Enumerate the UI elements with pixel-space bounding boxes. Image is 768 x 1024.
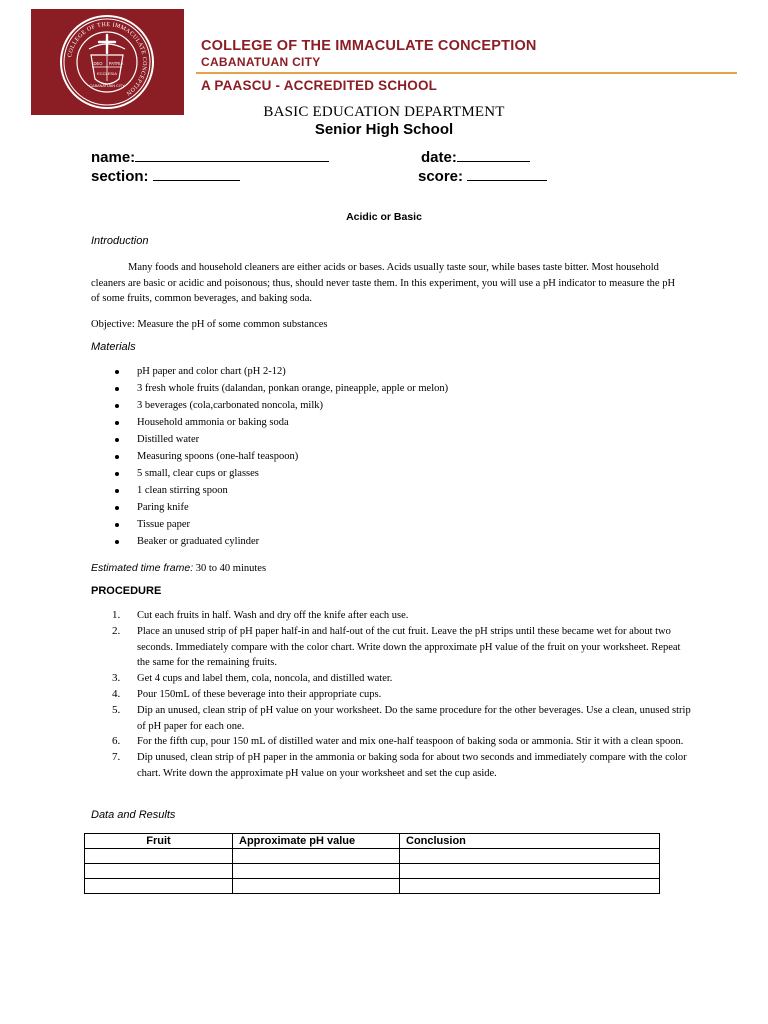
name-label: name: [91,149,136,166]
procedure-step [91,671,691,687]
list-item [91,363,448,380]
score-blank[interactable] [467,168,547,181]
table-row [85,879,660,894]
table-cell[interactable] [233,879,400,894]
materials-heading: Materials [91,341,136,353]
bullet-icon [115,438,119,442]
procedure-step [91,608,691,624]
step-number: 3. [112,672,121,685]
seal-motto-bottom: ECCLESIA [97,71,117,76]
table-cell[interactable] [400,849,660,864]
introduction-paragraph: Many foods and household cleaners are either acids or bases. Acids usually taste sour, while bases taste bitter. Most household cleaners are basic or acidic and poisonous; thus, should never taste them. In this experiment, you will use a pH indicator to measure the pH of some fruits, common beverages, and baking soda. [91,262,676,304]
bullet-icon [115,387,119,391]
material-text: Tissue paper [137,519,190,530]
bullet-icon [115,404,119,408]
material-text: 3 beverages (cola,carbonated noncola, milk) [137,400,324,411]
list-item [91,499,448,516]
step-text: Cut each fruits in half. Wash and dry off the knife after each use. [137,610,409,621]
procedure-heading: PROCEDURE [91,585,162,597]
list-item [91,516,448,533]
results-table [84,833,660,894]
step-number: 6. [112,735,121,748]
accreditation-text: A PAASCU - ACCREDITED SCHOOL [201,78,438,93]
table-cell[interactable] [400,864,660,879]
bullet-icon [115,472,119,476]
introduction-heading: Introduction [91,235,149,247]
step-number: 5. [112,703,121,716]
date-label: date: [421,149,457,166]
bullet-icon [115,489,119,493]
step-number: 1. [112,609,121,621]
procedure-step [91,750,691,782]
table-cell[interactable] [233,864,400,879]
step-number: 4. [112,687,121,700]
school-city: CABANATUAN CITY [201,55,321,69]
date-blank[interactable] [457,149,530,162]
introduction-text [91,260,681,307]
list-item [91,431,448,448]
seal-motto-right: PATRIA [108,61,124,66]
material-text: Beaker or graduated cylinder [137,536,260,547]
material-text: 5 small, clear cups or glasses [137,468,259,479]
step-text: Pour 150mL of these beverage into their appropriate cups. [137,688,382,700]
date-field[interactable] [421,149,530,166]
list-item [91,533,448,550]
timeframe-value: 30 to 40 minutes [193,563,267,574]
material-text: Measuring spoons (one-half teaspoon) [137,451,299,462]
table-row [85,849,660,864]
list-item [91,448,448,465]
list-item [91,380,448,397]
seal-city: CABANATUAN CITY [89,84,125,88]
worksheet-title: Acidic or Basic [346,211,422,223]
objective-text: Objective: Measure the pH of some common substances [91,319,328,330]
step-text: Dip unused, clean strip of pH paper in the ammonia or baking soda for about two seconds and immediately compare with the color chart. Write down the approximate pH value on your worksheet and set the cup aside. [137,752,687,779]
procedure-step [91,703,691,735]
step-number: 2. [112,624,121,637]
list-item [91,397,448,414]
timeframe-label: Estimated time frame: [91,562,194,574]
bullet-icon [115,523,119,527]
material-text: 3 fresh whole fruits (dalandan, ponkan orange, pineapple, apple or melon) [137,383,449,394]
score-label: score: [418,168,464,185]
bullet-icon [115,421,119,425]
material-text: Household ammonia or baking soda [137,417,289,428]
table-header-conclusion: Conclusion [400,834,660,849]
bullet-icon [115,370,119,374]
procedure-step [91,687,691,703]
table-row [85,864,660,879]
step-text: Dip an unused, clean strip of pH value on your worksheet. Do the same procedure for the other beverages. Use a clean, unused strip of pH paper for each one. [137,704,691,732]
school-name: COLLEGE OF THE IMMACULATE CONCEPTION [201,38,537,54]
list-item [91,414,448,431]
seal-motto-left: DEO [93,61,103,66]
procedure-step [91,734,691,750]
table-cell[interactable] [233,849,400,864]
table-header-ph: Approximate pH value [233,834,400,849]
step-text: Place an unused strip of pH paper half-in and half-out of the cut fruit. Leave the pH strips until these became wet for about two seconds. Immediately compare with the color chart. Write down the approximate pH value of the fruit on your worksheet. Repeat the same for the remaining fruits. [137,625,681,669]
timeframe [91,561,266,577]
material-text: pH paper and color chart (pH 2-12) [137,366,286,377]
name-blank[interactable] [135,149,329,162]
table-cell[interactable] [400,879,660,894]
bullet-icon [115,455,119,459]
procedure-step [91,624,691,671]
school-seal-icon [31,9,184,115]
table-cell[interactable] [85,864,233,879]
score-field[interactable] [418,168,547,185]
material-text: Distilled water [137,434,200,445]
seal-ring-text: COLLEGE OF THE IMMACULATE CONCEPTION [67,21,148,97]
name-field[interactable] [91,149,329,166]
department-title: BASIC EDUCATION DEPARTMENT [263,104,505,120]
section-field[interactable] [91,168,240,185]
procedure-list [91,608,691,782]
table-header-fruit: Fruit [85,834,233,849]
table-header-row [85,834,660,849]
step-text: For the fifth cup, pour 150 mL of distilled water and mix one-half teaspoon of baking soda or ammonia. Stir it with a clean spoon. [137,736,684,748]
table-cell[interactable] [85,879,233,894]
material-text: Paring knife [137,502,189,513]
section-label: section: [91,168,149,185]
step-number: 7. [112,751,121,764]
bullet-icon [115,506,119,510]
section-blank[interactable] [153,168,240,181]
table-cell[interactable] [85,849,233,864]
header-divider [196,72,737,74]
list-item [91,482,448,499]
results-heading: Data and Results [91,809,176,821]
list-item [91,465,448,482]
school-logo [31,9,184,115]
material-text: 1 clean stirring spoon [137,485,228,496]
level-title: Senior High School [314,121,454,138]
step-text: Get 4 cups and label them, cola, noncola, and distilled water. [137,673,393,685]
materials-list [91,363,448,550]
bullet-icon [115,540,119,544]
